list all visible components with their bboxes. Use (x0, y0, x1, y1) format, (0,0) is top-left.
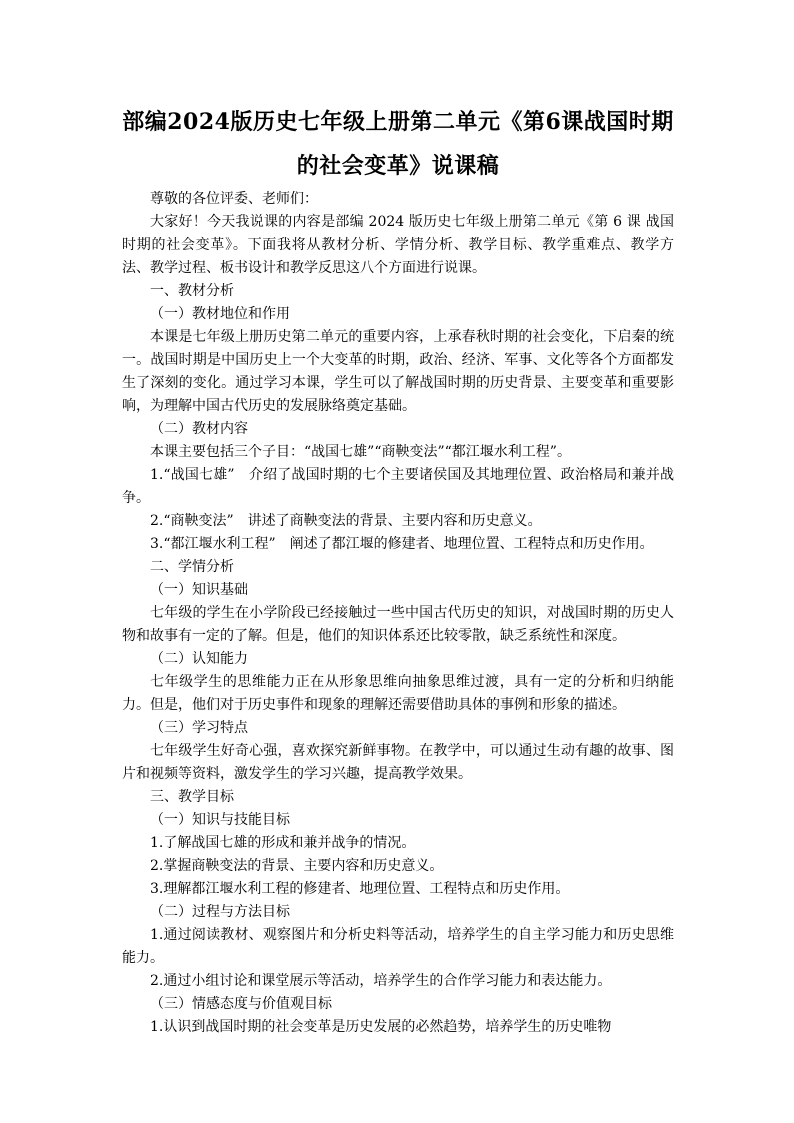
subsection-heading-knowledge: （一）知识基础 (150, 582, 248, 598)
list-item: 3.“都江堰水利工程” 阐述了都江堰的修建者、地理位置、工程特点和历史作用。 (150, 536, 654, 552)
list-item: 3.理解都江堰水利工程的修建者、地理位置、工程特点和历史作用。 (150, 881, 570, 897)
section-heading-textbook-analysis: 一、教材分析 (150, 283, 234, 299)
subsection-heading-knowledge-goals: （一）知识与技能目标 (150, 812, 290, 828)
list-item: 2.掌握商鞅变法的背景、主要内容和历史意义。 (150, 858, 444, 874)
document-page (122, 100, 674, 1039)
list-item: 1.了解战国七雄的形成和兼并战争的情况。 (150, 835, 416, 851)
subsection-heading-values-goals: （三）情感态度与价值观目标 (150, 996, 332, 1012)
list-item: 2.“商鞅变法” 讲述了商鞅变法的背景、主要内容和历史意义。 (150, 513, 542, 529)
list-item: 1.“战国七雄” 介绍了战国时期的七个主要诸侯国及其地理位置、政治格局和兼并战争。 (122, 467, 674, 506)
list-item: 2.通过小组讨论和课堂展示等活动，培养学生的合作学习能力和表达能力。 (150, 973, 612, 989)
body-paragraph: 本课是七年级上册历史第二单元的重要内容，上承春秋时期的社会变化，下启秦的统一。战国时期是中国历史上一个大变革的时期，政治、经济、军事、文化等各个方面都发生了深刻的变化。通过学习本课，学生可以了解战国时期的历史背景、主要变革和重要影响，为理解中国古代历史的发展脉络奠定基础。 (122, 329, 674, 414)
list-item: 1.认识到战国时期的社会变革是历史发展的必然趋势，培养学生的历史唯物 (150, 1019, 612, 1035)
subsection-heading-process-goals: （二）过程与方法目标 (150, 904, 290, 920)
section-heading-goals: 三、教学目标 (150, 789, 234, 805)
body-paragraph: 本课主要包括三个子目：“战国七雄”“商鞅变法”“都江堰水利工程”。 (150, 444, 571, 460)
subsection-heading-cognition: （二）认知能力 (150, 651, 248, 667)
body-paragraph: 七年级学生的思维能力正在从形象思维向抽象思维过渡，具有一定的分析和归纳能力。但是，他们对于历史事件和现象的理解还需要借助具体的事例和形象的描述。 (122, 674, 674, 713)
list-item: 1.通过阅读教材、观察图片和分析史料等活动，培养学生的自主学习能力和历史思维能力。 (122, 927, 674, 966)
intro-paragraph: 大家好！今天我说课的内容是部编 2024 版历史七年级上册第二单元《第 6 课 战国时期的社会变革》。下面我将从教材分析、学情分析、教学目标、教学重难点、教学方法、教学过程、板书设计和教学反思这八个方面进行说课。 (122, 214, 674, 276)
subsection-heading-status: （一）教材地位和作用 (150, 306, 290, 322)
document-title: 部编2024版历史七年级上册第二单元《第6课战国时期的社会变革》说课稿 (122, 109, 674, 179)
subsection-heading-content: （二）教材内容 (150, 421, 248, 437)
section-heading-student-analysis: 二、学情分析 (150, 559, 234, 575)
subsection-heading-learning: （三）学习特点 (150, 720, 248, 736)
greeting: 尊敬的各位评委、老师们： (150, 191, 318, 207)
body-paragraph: 七年级学生好奇心强，喜欢探究新鲜事物。在教学中，可以通过生动有趣的故事、图片和视频等资料，激发学生的学习兴趣，提高教学效果。 (122, 743, 674, 782)
body-paragraph: 七年级的学生在小学阶段已经接触过一些中国古代历史的知识，对战国时期的历史人物和故事有一定的了解。但是，他们的知识体系还比较零散，缺乏系统性和深度。 (122, 605, 674, 644)
